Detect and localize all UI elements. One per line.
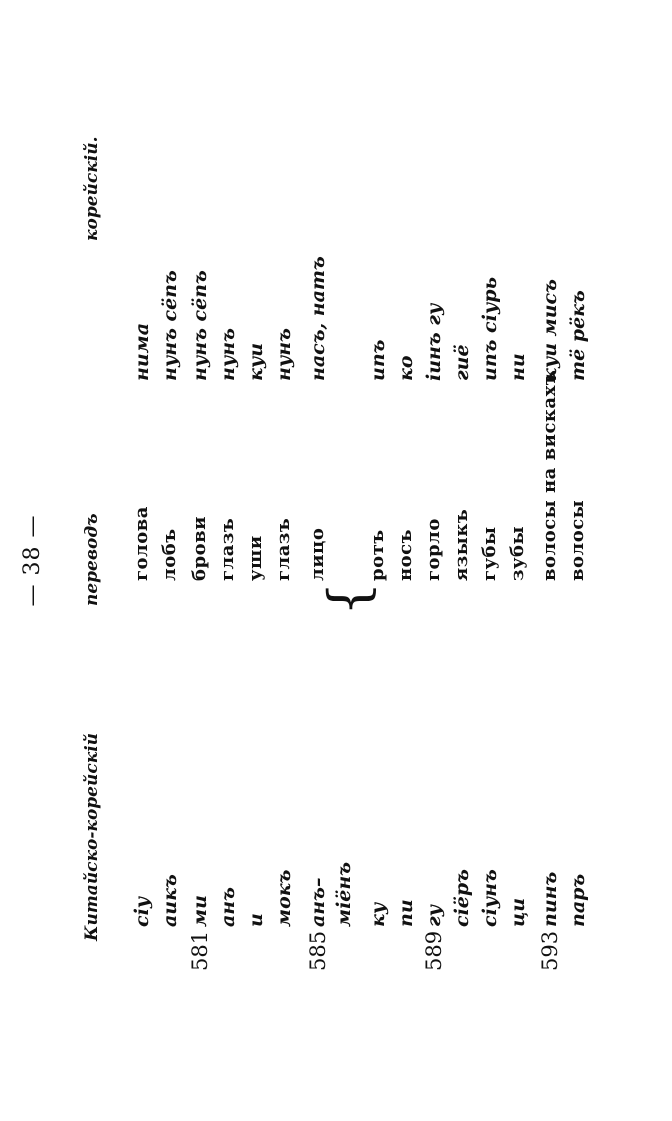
korean-word: ни xyxy=(507,353,529,381)
korean-word: нунъ сёпъ xyxy=(159,270,181,381)
korean-word: нунъ xyxy=(273,328,295,381)
sino-korean-word: міёнъ xyxy=(333,861,355,927)
korean-word: куи xyxy=(245,342,267,381)
table-row xyxy=(564,0,592,1121)
entry-number: 589 xyxy=(422,930,446,971)
korean-word: тё рёкъ xyxy=(567,290,589,381)
translation-word: голова xyxy=(131,506,152,581)
korean-word: ко xyxy=(395,355,417,381)
sino-korean-word: анъ– xyxy=(307,877,329,927)
korean-word: гиё xyxy=(451,344,473,381)
translation-word: лобъ xyxy=(159,528,180,581)
translation-word: языкъ xyxy=(451,508,472,581)
translation-word: брови xyxy=(189,516,210,581)
table-row xyxy=(364,0,392,1121)
translation-word: губы xyxy=(479,526,500,581)
sino-korean-word: мокъ xyxy=(273,869,295,927)
sino-korean-word: ци xyxy=(507,897,529,927)
table-row xyxy=(128,0,156,1121)
sino-korean-word: гу xyxy=(423,904,445,927)
korean-word: іинъ гу xyxy=(423,303,445,381)
entry-number: 581 xyxy=(188,930,212,971)
page-number: — 38 — xyxy=(20,514,45,607)
sino-korean-word: сіёръ xyxy=(451,869,473,927)
sino-korean-word: ку xyxy=(367,902,389,927)
table-row xyxy=(330,0,358,1121)
translation-word: зубы xyxy=(507,525,528,581)
sino-korean-word: сіу xyxy=(131,896,153,927)
table-row xyxy=(186,0,214,1121)
sino-korean-word: анъ xyxy=(217,887,239,927)
header-korean: корейскій. xyxy=(82,136,102,241)
korean-word: ипъ сіурь xyxy=(479,276,501,381)
table-row xyxy=(214,0,242,1121)
table-row xyxy=(242,0,270,1121)
table-row xyxy=(420,0,448,1121)
translation-word: глазъ xyxy=(217,517,238,581)
table-row xyxy=(536,0,564,1121)
translation-word: носъ xyxy=(395,529,416,581)
translation-word: волосы на вискахъ xyxy=(539,370,560,581)
translation-word: ротъ xyxy=(367,529,388,581)
brace-mark: { xyxy=(317,581,380,616)
sino-korean-word: пинъ xyxy=(539,871,561,927)
korean-word: нима xyxy=(131,322,153,381)
translation-word: горло xyxy=(423,518,444,581)
table-row xyxy=(504,0,532,1121)
translation-word: уши xyxy=(245,535,266,581)
korean-word: нунъ xyxy=(217,328,239,381)
sino-korean-word: и xyxy=(245,913,267,927)
header-translation: переводъ xyxy=(82,513,102,606)
korean-word: насъ, натъ xyxy=(307,256,329,381)
korean-word: куи мисъ xyxy=(539,279,561,381)
table-row xyxy=(270,0,298,1121)
table-row xyxy=(156,0,184,1121)
table-row xyxy=(448,0,476,1121)
header-sino-korean: Китайско-корейскій xyxy=(82,732,102,941)
translation-word: лицо xyxy=(307,527,328,581)
table-row xyxy=(476,0,504,1121)
translation-word: волосы xyxy=(567,499,588,581)
sino-korean-word: ми xyxy=(189,895,211,927)
sino-korean-word: аикъ xyxy=(159,874,181,927)
korean-word: нунъ сёпъ xyxy=(189,270,211,381)
sino-korean-word: сіунъ xyxy=(479,869,501,927)
entry-number: 585 xyxy=(306,930,330,971)
translation-word: глазъ xyxy=(273,517,294,581)
sino-korean-word: паръ xyxy=(567,873,589,927)
table-row xyxy=(304,0,332,1121)
korean-word: ипъ xyxy=(367,339,389,381)
entry-number: 593 xyxy=(538,930,562,971)
table-row xyxy=(392,0,420,1121)
sino-korean-word: пи xyxy=(395,899,417,927)
